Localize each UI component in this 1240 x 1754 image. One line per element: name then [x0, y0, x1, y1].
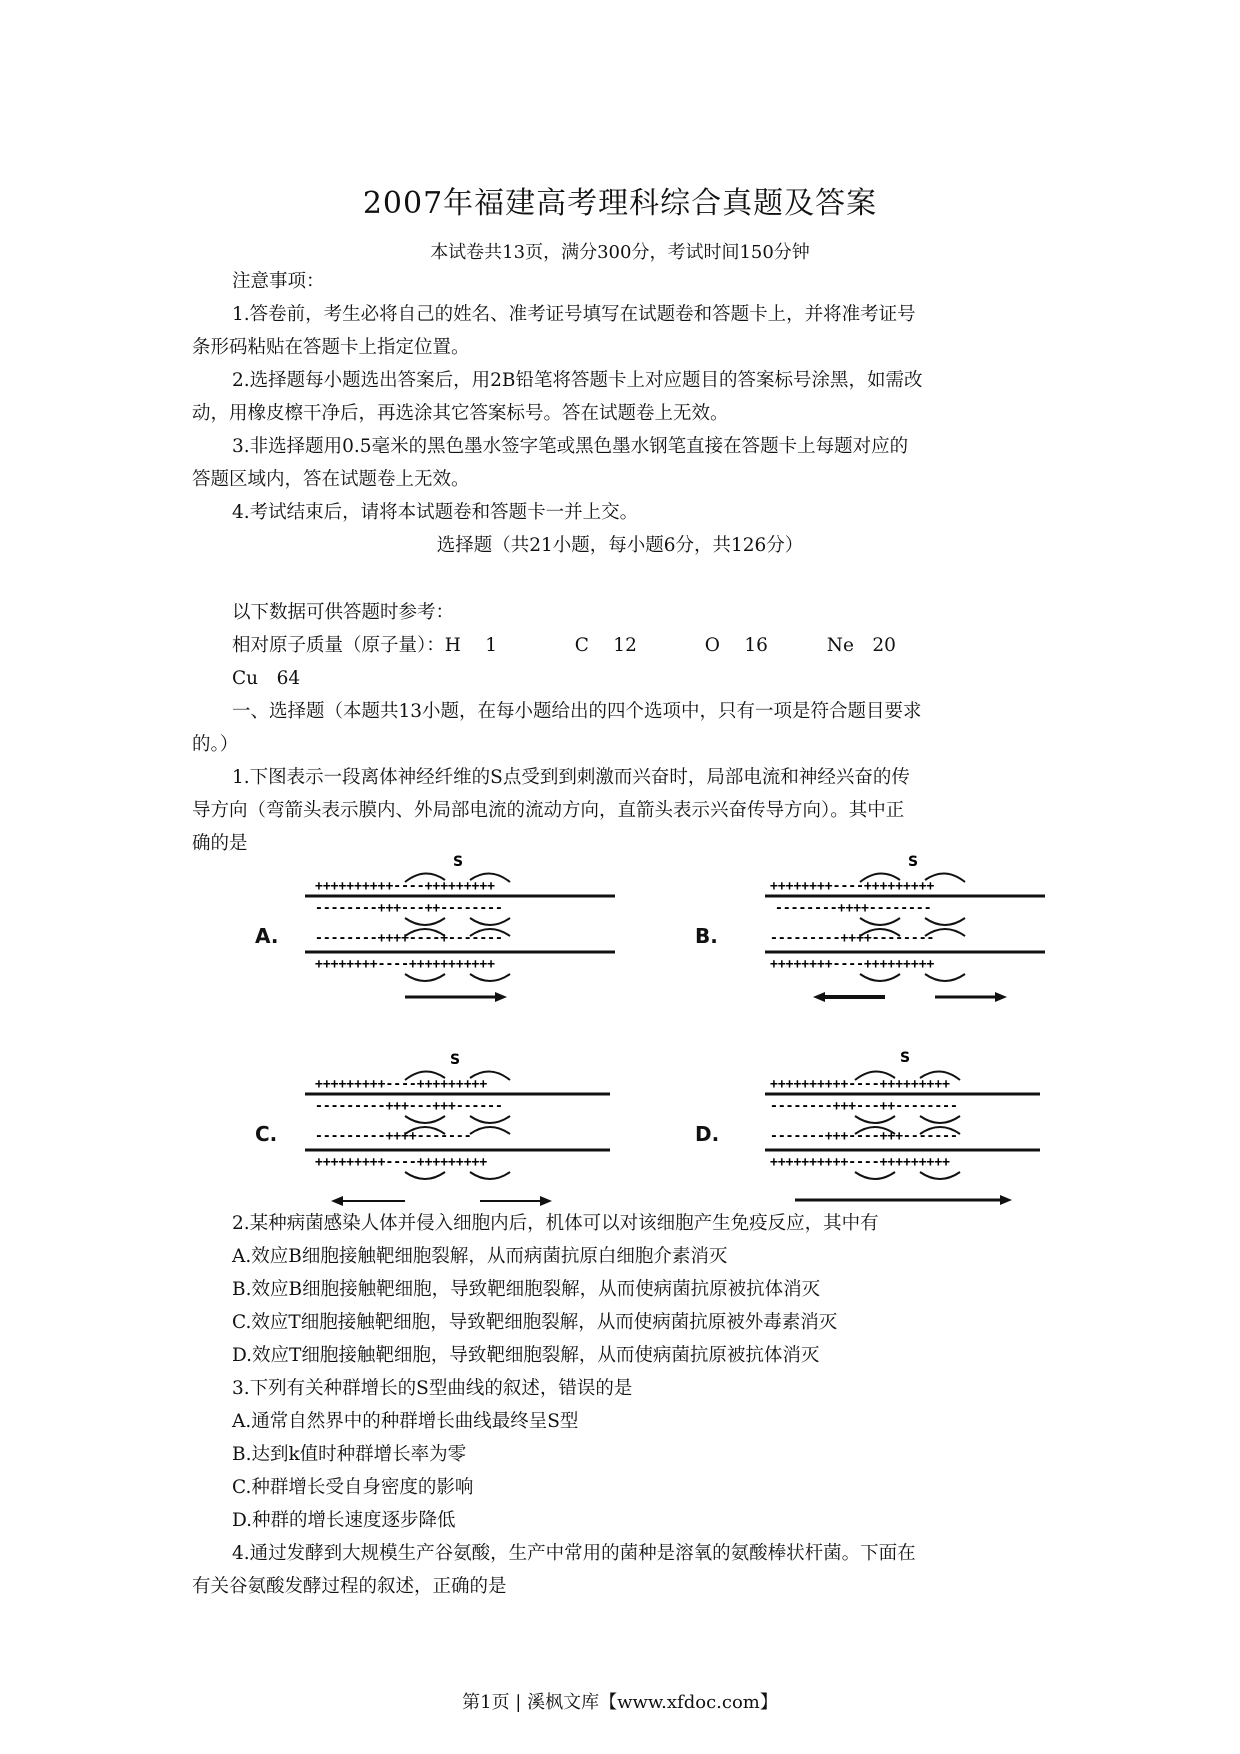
figure-a-current-arrow [405, 918, 445, 925]
figure-c-current-arrow [405, 1172, 445, 1179]
figure-c-label: C. [255, 1122, 278, 1146]
q3-option-a: A.通常自然界中的种群增长曲线最终呈S型 [232, 1411, 579, 1432]
figure-a-conduction-arrowhead [495, 992, 507, 1002]
figure-c-current-arrow [470, 1172, 510, 1179]
figure-b-label: B. [695, 924, 718, 948]
page-footer: 第1页 | 溪枫文库【www.xfdoc.com】 [462, 1692, 778, 1713]
figure-b-conduction-arrowhead [813, 992, 825, 1002]
q1-line-1: 1.下图表示一段离体神经纤维的S点受到到刺激而兴奋时，局部电流和神经兴奋的传 [232, 767, 910, 788]
figure-a-current-arrow [470, 918, 510, 925]
note-4-line-1: 4.考试结束后，请将本试题卷和答题卡一并上交。 [232, 502, 639, 523]
figure-d-current-arrow [855, 1116, 895, 1123]
figure-d-current-arrow [920, 1172, 960, 1179]
figure-d-label: D. [695, 1122, 720, 1146]
atom-ne: Ne 20 [826, 635, 896, 656]
figure-d-charges-in2: -------+++----+++------- [770, 1129, 958, 1144]
note-3-line-2: 答题区域内，答在试题卷上无效。 [192, 469, 470, 490]
q4-line-2: 有关谷氨酸发酵过程的叙述，正确的是 [192, 1576, 507, 1597]
figure-b [695, 852, 1115, 1022]
q2-option-b: B.效应B细胞接触靶细胞，导致靶细胞裂解，从而使病菌抗原被抗体消灭 [232, 1279, 821, 1300]
figure-d-current-arrow [920, 1116, 960, 1123]
q2-option-c: C.效应T细胞接触靶细胞，导致靶细胞裂解，从而使病菌抗原被外毒素消灭 [232, 1312, 838, 1333]
figure-d [695, 1050, 1115, 1220]
figure-a-current-arrow [405, 974, 445, 981]
figure-b-current-arrow [925, 974, 965, 981]
figure-c-charges-in2: ---------++++------- [315, 1129, 472, 1144]
part1-line-1: 一、选择题（本题共13小题，在每小题给出的四个选项中，只有一项是符合题目要求 [232, 701, 922, 722]
figure-b-charges-in1: --------++++-------- [775, 901, 932, 916]
part1-line-2: 的。） [192, 734, 239, 755]
figure-c-conduction-arrowhead [540, 1196, 552, 1206]
figure-a-charges-bottom: ++++++++----+++++++++++ [315, 957, 496, 972]
figure-a-charges-in1: --------+++---++-------- [315, 901, 503, 916]
figure-b-charges-top: ++++++++----+++++++++ [770, 879, 935, 894]
figure-c-charges-in1: ---------+++---+++------ [315, 1099, 503, 1114]
q1-line-3: 确的是 [192, 833, 248, 854]
figure-b-conduction-arrowhead [995, 992, 1007, 1002]
atom-o: O 16 [704, 635, 768, 656]
q3-option-c: C.种群增长受自身密度的影响 [232, 1477, 474, 1498]
note-3-line-1: 3.非选择题用0.5毫米的黑色墨水签字笔或黑色墨水钢笔直接在答题卡上每题对应的 [232, 436, 909, 457]
atom-cu: Cu 64 [232, 668, 301, 689]
figure-a-s: S [453, 854, 464, 870]
figure-c-current-arrow [405, 1116, 445, 1123]
figure-a-diagram [255, 852, 675, 1022]
note-1-line-2: 条形码粘贴在答题卡上指定位置。 [192, 337, 470, 358]
q3-stem: 3.下列有关种群增长的S型曲线的叙述，错误的是 [232, 1378, 633, 1399]
reference-atomic-masses [232, 629, 896, 662]
page-title: 2007年福建高考理科综合真题及答案 [362, 186, 878, 221]
figure-d-charges-in1: --------+++---++-------- [770, 1099, 958, 1114]
figure-c-conduction-arrowhead [331, 1196, 343, 1206]
figure-b-diagram [695, 852, 1115, 1022]
reference-label: 相对原子质量（原子量）： [232, 635, 445, 656]
note-2-line-2: 动，用橡皮檫干净后，再选涂其它答案标号。答在试题卷上无效。 [192, 403, 729, 424]
reference-intro: 以下数据可供答题时参考： [232, 602, 455, 623]
figure-d-charges-bottom: ++++++++++----+++++++++ [770, 1155, 951, 1170]
q2-option-a: A.效应B细胞接触靶细胞裂解，从而病菌抗原白细胞介素消灭 [232, 1246, 728, 1267]
figure-a-current-arrow [470, 974, 510, 981]
figure-c-current-arrow [470, 1127, 510, 1134]
q2-option-d: D.效应T细胞接触靶细胞，导致靶细胞裂解，从而使病菌抗原被抗体消灭 [232, 1345, 820, 1366]
note-1-line-1: 1.答卷前，考生必将自己的姓名、准考证号填写在试题卷和答题卡上，并将准考证号 [232, 304, 916, 325]
figure-a-charges-in2: --------++++----+------- [315, 931, 503, 946]
q3-option-d: D.种群的增长速度逐步降低 [232, 1510, 456, 1531]
figure-b-s: S [908, 854, 919, 870]
page-subtitle: 本试卷共13页，满分300分，考试时间150分钟 [430, 242, 810, 263]
figure-d-current-arrow [855, 1172, 895, 1179]
figure-b-current-arrow [925, 918, 965, 925]
figure-a [255, 852, 675, 1022]
figure-c-diagram [255, 1050, 675, 1220]
figure-c-charges-top: +++++++++----+++++++++ [315, 1077, 488, 1092]
note-2-line-1: 2.选择题每小题选出答案后，用2B铅笔将答题卡上对应题目的答案标号涂黑，如需改 [232, 370, 923, 391]
figure-d-charges-top: ++++++++++----+++++++++ [770, 1077, 951, 1092]
figure-a-label: A. [255, 924, 279, 948]
q4-line-1: 4.通过发酵到大规模生产谷氨酸，生产中常用的菌种是溶氧的氨酸棒状杆菌。下面在 [232, 1543, 916, 1564]
q2-stem: 2.某种病菌感染人体并侵入细胞内后，机体可以对该细胞产生免疫反应，其中有 [232, 1213, 879, 1234]
q3-option-b: B.达到k值时种群增长率为零 [232, 1444, 467, 1465]
figure-b-current-arrow [860, 974, 900, 981]
figure-c [255, 1050, 675, 1220]
atom-h: H 1 [444, 635, 498, 656]
figure-c-current-arrow [470, 1116, 510, 1123]
figure-b-charges-bottom: ++++++++----+++++++++ [770, 957, 935, 972]
figure-d-conduction-arrowhead [1000, 1195, 1012, 1205]
notes-heading: 注意事项： [232, 271, 325, 292]
atom-c: C 12 [574, 635, 637, 656]
figure-d-s: S [900, 1050, 911, 1066]
q1-line-2: 导方向（弯箭头表示膜内、外局部电流的流动方向，直箭头表示兴奋传导方向）。其中正 [192, 800, 905, 821]
section-header: 选择题（共21小题，每小题6分，共126分） [436, 535, 804, 556]
figure-c-s: S [450, 1052, 461, 1068]
figure-b-charges-in2: ---------++++-------- [770, 931, 935, 946]
figure-c-charges-bottom: +++++++++----+++++++++ [315, 1155, 488, 1170]
figure-b-current-arrow [860, 918, 900, 925]
figure-d-diagram [695, 1050, 1115, 1220]
q1-figures [190, 852, 1090, 1232]
figure-a-charges-top: ++++++++++----+++++++++ [315, 879, 496, 894]
